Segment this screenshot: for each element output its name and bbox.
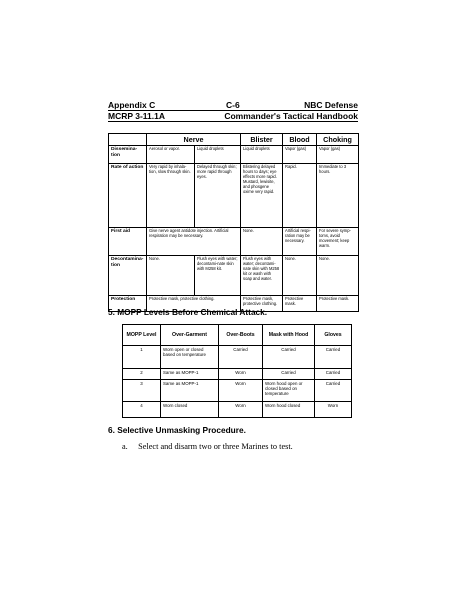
table-row (109, 256, 359, 296)
table-cell: Give nerve agent antidote injection. Artificial respiration may be necessary. (147, 228, 241, 256)
table-cell: 3 (123, 380, 161, 402)
table-cell: Protective mask, protective clothing. (147, 296, 241, 312)
col-header-blister: Blister (241, 134, 283, 146)
row-header-first-aid: First aid (109, 228, 147, 256)
table-cell: Protective mask, protective clothing. (241, 296, 283, 312)
col-header-over-garment: Over-Garment (161, 325, 219, 346)
table-row (123, 402, 352, 418)
row-header-dissemination: Dissemina-tion (109, 146, 147, 164)
col-header-over-boots: Over-Boots (219, 325, 263, 346)
chemical-agents-table (108, 133, 359, 312)
table-cell: Worn hood closed (263, 402, 315, 418)
table-cell: 4 (123, 402, 161, 418)
table-cell: For severe symp-toms, avoid movement; keep warm. (317, 228, 359, 256)
table-row (109, 228, 359, 256)
table-row (109, 164, 359, 228)
table-cell: Carried (315, 380, 352, 402)
table-cell: Worn (315, 402, 352, 418)
table-cell: Carried (315, 346, 352, 369)
table-cell: Rapid. (283, 164, 317, 228)
table-cell: Worn (219, 380, 263, 402)
table-header-row (109, 134, 359, 146)
table-cell: Liquid droplets (241, 146, 283, 164)
table-cell: Vapor (gas) (317, 146, 359, 164)
table-header-row (123, 325, 352, 346)
table-cell: Protective mask. (317, 296, 359, 312)
table-cell: 2 (123, 369, 161, 380)
table-cell: Carried (263, 346, 315, 369)
page-number: C-6 (226, 100, 240, 110)
table-row (123, 380, 352, 402)
table-row (109, 146, 359, 164)
table-cell: Aerosol or vapor. (147, 146, 195, 164)
section-5-heading: 5. MOPP Levels Before Chemical Attack. (108, 307, 268, 317)
procedure-item-a: a. Select and disarm two or three Marines to test. (122, 442, 293, 451)
table-cell: None. (283, 256, 317, 296)
table-cell: None. (241, 228, 283, 256)
table-cell: Carried (263, 369, 315, 380)
mopp-levels-table (122, 324, 352, 418)
appendix-label: Appendix C (108, 100, 156, 110)
table-cell: Vapor (gas) (283, 146, 317, 164)
table-cell: Same as MOPP-1 (161, 380, 219, 402)
table-cell: Worn (219, 369, 263, 380)
table-cell: Liquid droplets (195, 146, 241, 164)
handbook-title: Commander's Tactical Handbook (224, 111, 358, 121)
table-row (123, 346, 352, 369)
table-cell: 1 (123, 346, 161, 369)
topic-label: NBC Defense (304, 100, 358, 110)
section-6-heading: 6. Selective Unmasking Procedure. (108, 425, 246, 435)
table-cell: Blistering delayed hours to days; eye effects more rapid. Mustard, lewisite, and phosgene oxime very rapid. (241, 164, 283, 228)
table-cell: Artificial respi-ration may be necessary. (283, 228, 317, 256)
table-cell: Worn (219, 402, 263, 418)
col-header-choking: Choking (317, 134, 359, 146)
table-cell: None. (317, 256, 359, 296)
table-cell: Worn open or closed based on temperature (161, 346, 219, 369)
publication-number: MCRP 3-11.1A (108, 111, 166, 121)
table-corner-cell (109, 134, 147, 146)
table-cell: Worn hood open or closed based on temperature (263, 380, 315, 402)
table-cell: Protective mask. (283, 296, 317, 312)
table-cell: None. (147, 256, 195, 296)
table-cell: Carried (219, 346, 263, 369)
header-rule-bottom (108, 121, 358, 122)
col-header-mopp-level: MOPP Level (123, 325, 161, 346)
table-cell: Delayed through skin; more rapid through eyes. (195, 164, 241, 228)
col-header-blood: Blood (283, 134, 317, 146)
table-cell: Worn closed (161, 402, 219, 418)
col-header-nerve: Nerve (147, 134, 241, 146)
table-cell: Flush eyes with water; decontami-nate skin with M258 kit. (195, 256, 241, 296)
table-cell: Same as MOPP-1 (161, 369, 219, 380)
row-header-decontamination: Decontamina-tion (109, 256, 147, 296)
table-cell: Flush eyes with water; decontami-nate skin with M258 kit or wash with soap and water. (241, 256, 283, 296)
table-cell: Very rapid by inhala-tion, slow through skin. (147, 164, 195, 228)
table-cell: Carried (315, 369, 352, 380)
col-header-gloves: Gloves (315, 325, 352, 346)
table-cell: Immediate to 3 hours. (317, 164, 359, 228)
col-header-mask-with-hood: Mask with Hood (263, 325, 315, 346)
row-header-rate-of-action: Rate of action (109, 164, 147, 228)
row-header-protection: Protection (109, 296, 147, 312)
table-row (123, 369, 352, 380)
